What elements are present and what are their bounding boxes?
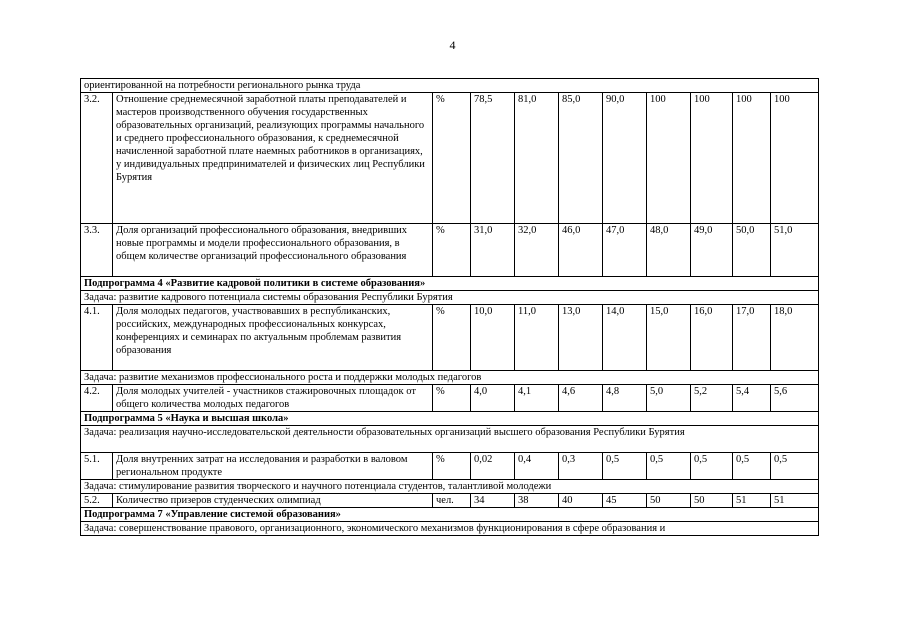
unit-cell: % [433, 305, 471, 371]
value-cell: 50 [691, 494, 733, 508]
table-row [81, 224, 819, 277]
value-cell: 51 [733, 494, 771, 508]
value-cell: 100 [771, 93, 819, 224]
indicator-name: Доля внутренних затрат на исследования и разработки в валовом региональном продукте [113, 453, 433, 480]
subprogram-title: Подпрограмма 7 «Управление системой образования» [81, 508, 819, 522]
value-cell: 49,0 [691, 224, 733, 277]
value-cell: 0,4 [515, 453, 559, 480]
value-cell: 50 [647, 494, 691, 508]
value-cell: 5,6 [771, 385, 819, 412]
value-cell: 11,0 [515, 305, 559, 371]
value-cell: 10,0 [471, 305, 515, 371]
table-row [81, 385, 819, 412]
value-cell: 4,0 [471, 385, 515, 412]
unit-cell: чел. [433, 494, 471, 508]
value-cell: 90,0 [603, 93, 647, 224]
task-text: Задача: реализация научно-исследовательской деятельности образовательных организаций высшего образования Республики Бурятия [81, 426, 819, 453]
value-cell: 0,5 [771, 453, 819, 480]
value-cell: 32,0 [515, 224, 559, 277]
value-cell: 0,5 [603, 453, 647, 480]
indicator-number: 4.2. [81, 385, 113, 412]
value-cell: 0,3 [559, 453, 603, 480]
table-body [81, 79, 819, 536]
indicator-number: 5.1. [81, 453, 113, 480]
indicator-name: Отношение среднемесячной заработной платы преподавателей и мастеров производственного обучения государственных образовательных организаций, реализующих программы начального и среднего профессионального образования, к среднемесячной начисленной заработной плате наемных работников в организациях, у индивидуальных предпринимателей и физических лиц Республики Бурятия [113, 93, 433, 224]
value-cell: 16,0 [691, 305, 733, 371]
table-row [81, 93, 819, 224]
value-cell: 5,4 [733, 385, 771, 412]
indicators-table [80, 78, 819, 536]
value-cell: 38 [515, 494, 559, 508]
subprogram-header-row [81, 508, 819, 522]
indicator-number: 3.2. [81, 93, 113, 224]
task-row [81, 291, 819, 305]
indicator-name: Доля молодых педагогов, участвовавших в республиканских, российских, международных профессиональных конкурсах, конференциях и семинарах по актуальным проблемам развития образования [113, 305, 433, 371]
value-cell: 51 [771, 494, 819, 508]
value-cell: 45 [603, 494, 647, 508]
value-cell: 17,0 [733, 305, 771, 371]
task-row [81, 371, 819, 385]
value-cell: 4,6 [559, 385, 603, 412]
unit-cell: % [433, 385, 471, 412]
value-cell: 14,0 [603, 305, 647, 371]
unit-cell: % [433, 93, 471, 224]
task-text: Задача: стимулирование развития творческого и научного потенциала студентов, талантливой молодежи [81, 480, 819, 494]
value-cell: 0,02 [471, 453, 515, 480]
subprogram-title: Подпрограмма 4 «Развитие кадровой политики в системе образования» [81, 277, 819, 291]
task-text: ориентированной на потребности регионального рынка труда [81, 79, 819, 93]
value-cell: 34 [471, 494, 515, 508]
task-row [81, 522, 819, 536]
value-cell: 4,8 [603, 385, 647, 412]
indicator-name: Доля молодых учителей - участников стажировочных площадок от общего количества молодых педагогов [113, 385, 433, 412]
task-row [81, 480, 819, 494]
value-cell: 81,0 [515, 93, 559, 224]
value-cell: 4,1 [515, 385, 559, 412]
value-cell: 31,0 [471, 224, 515, 277]
indicator-number: 4.1. [81, 305, 113, 371]
value-cell: 0,5 [691, 453, 733, 480]
task-row [81, 426, 819, 453]
unit-cell: % [433, 224, 471, 277]
subprogram-header-row [81, 277, 819, 291]
table-row [81, 305, 819, 371]
value-cell: 46,0 [559, 224, 603, 277]
task-text: Задача: развитие механизмов профессионального роста и поддержки молодых педагогов [81, 371, 819, 385]
value-cell: 100 [647, 93, 691, 224]
value-cell: 5,0 [647, 385, 691, 412]
value-cell: 40 [559, 494, 603, 508]
value-cell: 18,0 [771, 305, 819, 371]
indicator-name: Доля организаций профессионального образования, внедривших новые программы и модели профессионального образования, в общем количестве организаций профессионального образования [113, 224, 433, 277]
value-cell: 48,0 [647, 224, 691, 277]
value-cell: 13,0 [559, 305, 603, 371]
value-cell: 100 [691, 93, 733, 224]
subprogram-header-row [81, 412, 819, 426]
task-text: Задача: развитие кадрового потенциала системы образования Республики Бурятия [81, 291, 819, 305]
value-cell: 5,2 [691, 385, 733, 412]
indicator-number: 5.2. [81, 494, 113, 508]
unit-cell: % [433, 453, 471, 480]
value-cell: 100 [733, 93, 771, 224]
value-cell: 47,0 [603, 224, 647, 277]
value-cell: 78,5 [471, 93, 515, 224]
task-text: Задача: совершенствование правового, организационного, экономического механизмов функционирования в сфере образования и [81, 522, 819, 536]
subprogram-title: Подпрограмма 5 «Наука и высшая школа» [81, 412, 819, 426]
task-row [81, 79, 819, 93]
indicator-number: 3.3. [81, 224, 113, 277]
value-cell: 85,0 [559, 93, 603, 224]
value-cell: 15,0 [647, 305, 691, 371]
value-cell: 50,0 [733, 224, 771, 277]
table-row [81, 494, 819, 508]
value-cell: 0,5 [733, 453, 771, 480]
page-number: 4 [449, 38, 456, 52]
table-row [81, 453, 819, 480]
value-cell: 51,0 [771, 224, 819, 277]
indicator-name: Количество призеров студенческих олимпиад [113, 494, 433, 508]
value-cell: 0,5 [647, 453, 691, 480]
